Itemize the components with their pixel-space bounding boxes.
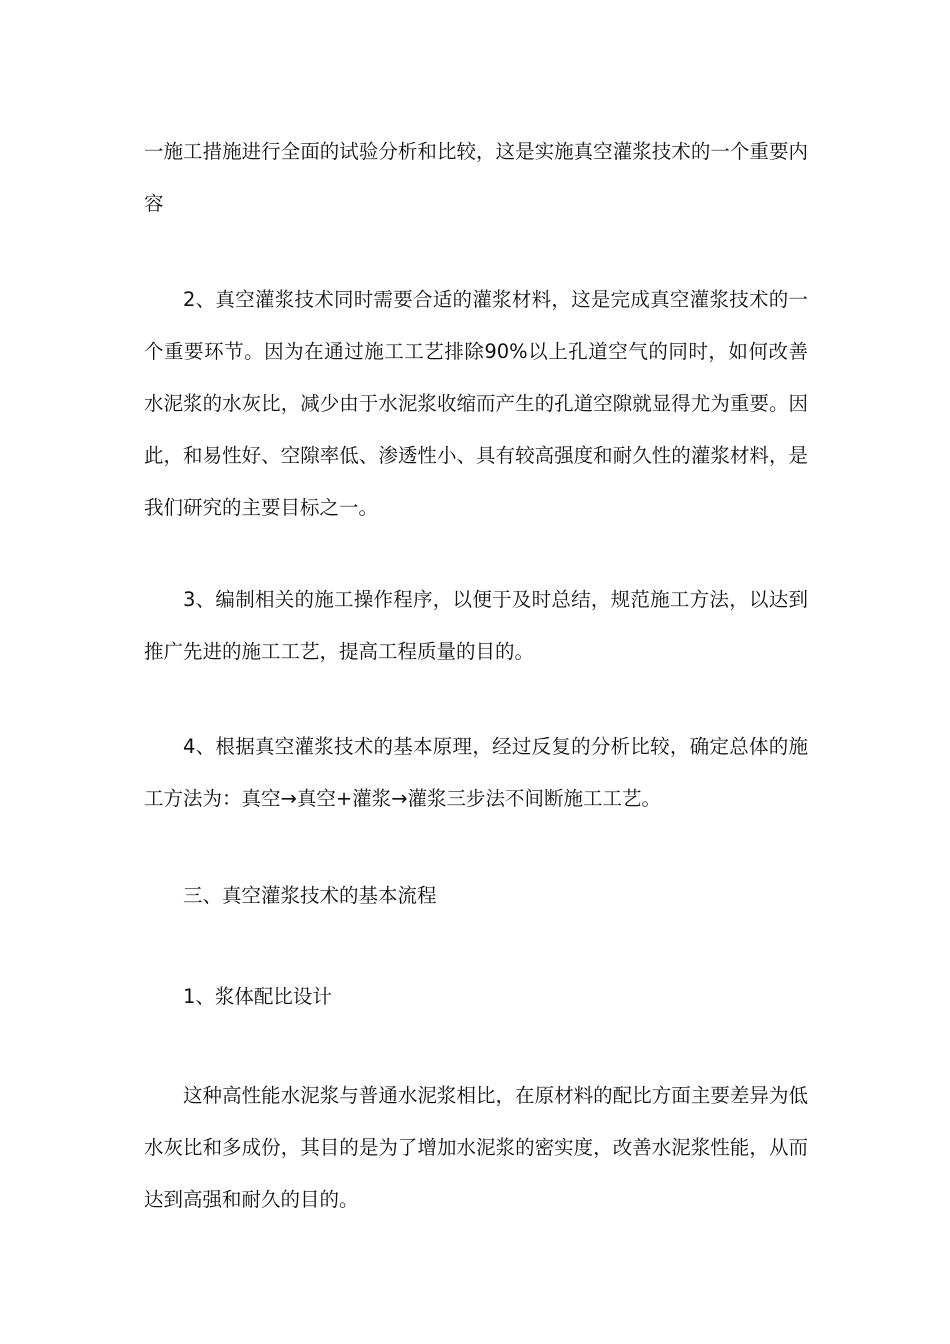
- section-heading-3: 三、真空灌浆技术的基本流程: [183, 884, 437, 907]
- paragraph-item-4: 4、根据真空灌浆技术的基本原理，经过反复的分析比较，确定总体的施工方法为：真空→真空+灌浆→灌浆三步法不间断施工工艺。: [144, 735, 808, 810]
- paragraph-continuation: 一施工措施进行全面的试验分析和比较，这是实施真空灌浆技术的一个重要内容: [144, 140, 808, 215]
- subsection-heading-1: 1、浆体配比设计: [183, 985, 332, 1008]
- paragraph-item-3: 3、编制相关的施工操作程序，以便于及时总结，规范施工方法，以达到推广先进的施工工艺，提高工程质量的目的。: [144, 588, 808, 663]
- paragraph-item-2: 2、真空灌浆技术同时需要合适的灌浆材料，这是完成真空灌浆技术的一个重要环节。因为在通过施工工艺排除90%以上孔道空气的同时，如何改善水泥浆的水灰比，减少由于水泥浆收缩而产生的孔道空隙就显得尤为重要。因此，和易性好、空隙率低、渗透性小、具有较高强度和耐久性的灌浆材料，是我们研究的主要目标之一。: [144, 288, 808, 519]
- paragraph-slurry-mix: 这种高性能水泥浆与普通水泥浆相比，在原材料的配比方面主要差异为低水灰比和多成份，其目的是为了增加水泥浆的密实度，改善水泥浆性能，从而达到高强和耐久的目的。: [144, 1084, 808, 1211]
